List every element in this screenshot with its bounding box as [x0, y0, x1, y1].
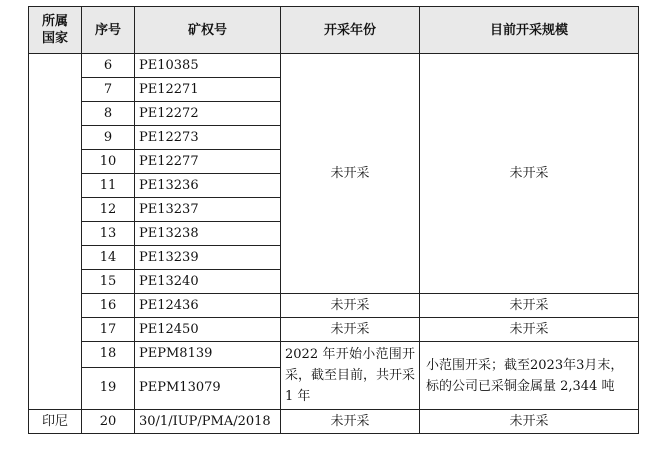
license-cell: PE13237 [135, 198, 281, 222]
license-cell: PE13236 [135, 174, 281, 198]
seq-cell: 7 [82, 78, 135, 102]
year-cell: 未开采 [281, 294, 420, 318]
seq-cell: 19 [82, 367, 135, 409]
license-cell: PE12272 [135, 102, 281, 126]
header-country: 所属国家 [29, 7, 82, 54]
country-cell-empty [29, 54, 82, 410]
license-cell: PE12277 [135, 150, 281, 174]
seq-cell: 13 [82, 222, 135, 246]
license-cell: PE12273 [135, 126, 281, 150]
year-cell: 未开采 [281, 410, 420, 434]
seq-cell: 14 [82, 246, 135, 270]
license-cell: PE13240 [135, 270, 281, 294]
seq-cell: 8 [82, 102, 135, 126]
seq-cell: 6 [82, 54, 135, 78]
license-cell: PE12436 [135, 294, 281, 318]
mining-rights-table [28, 6, 639, 434]
seq-cell: 15 [82, 270, 135, 294]
seq-cell: 11 [82, 174, 135, 198]
license-cell: PE13238 [135, 222, 281, 246]
scale-cell: 未开采 [420, 410, 639, 434]
year-cell-merged: 未开采 [281, 54, 420, 294]
table-row [29, 318, 639, 342]
license-cell: PE12450 [135, 318, 281, 342]
license-cell: PEPM13079 [135, 367, 281, 409]
table-row [29, 410, 639, 434]
seq-cell: 9 [82, 126, 135, 150]
scale-cell-merged: 未开采 [420, 54, 639, 294]
header-year: 开采年份 [281, 7, 420, 54]
seq-cell: 17 [82, 318, 135, 342]
scale-cell: 未开采 [420, 294, 639, 318]
seq-cell: 16 [82, 294, 135, 318]
license-cell: 30/1/IUP/PMA/2018 [135, 410, 281, 434]
mining-rights-table-wrapper [28, 6, 639, 434]
seq-cell: 10 [82, 150, 135, 174]
license-cell: PE13239 [135, 246, 281, 270]
year-cell-merged-text: 2022 年开始小范围开采，截至目前，共开采 1 年 [281, 342, 420, 410]
header-row [29, 7, 639, 54]
scale-cell-merged-text: 小范围开采；截至2023年3月末，标的公司已采铜金属量 2,344 吨 [420, 342, 639, 410]
header-license: 矿权号 [135, 7, 281, 54]
seq-cell: 20 [82, 410, 135, 434]
seq-cell: 18 [82, 342, 135, 368]
table-row [29, 294, 639, 318]
scale-cell: 未开采 [420, 318, 639, 342]
header-seq: 序号 [82, 7, 135, 54]
license-cell: PE10385 [135, 54, 281, 78]
license-cell: PEPM8139 [135, 342, 281, 368]
country-cell: 印尼 [29, 410, 82, 434]
table-row [29, 54, 639, 78]
seq-cell: 12 [82, 198, 135, 222]
year-cell: 未开采 [281, 318, 420, 342]
license-cell: PE12271 [135, 78, 281, 102]
table-row [29, 342, 639, 368]
header-scale: 目前开采规模 [420, 7, 639, 54]
